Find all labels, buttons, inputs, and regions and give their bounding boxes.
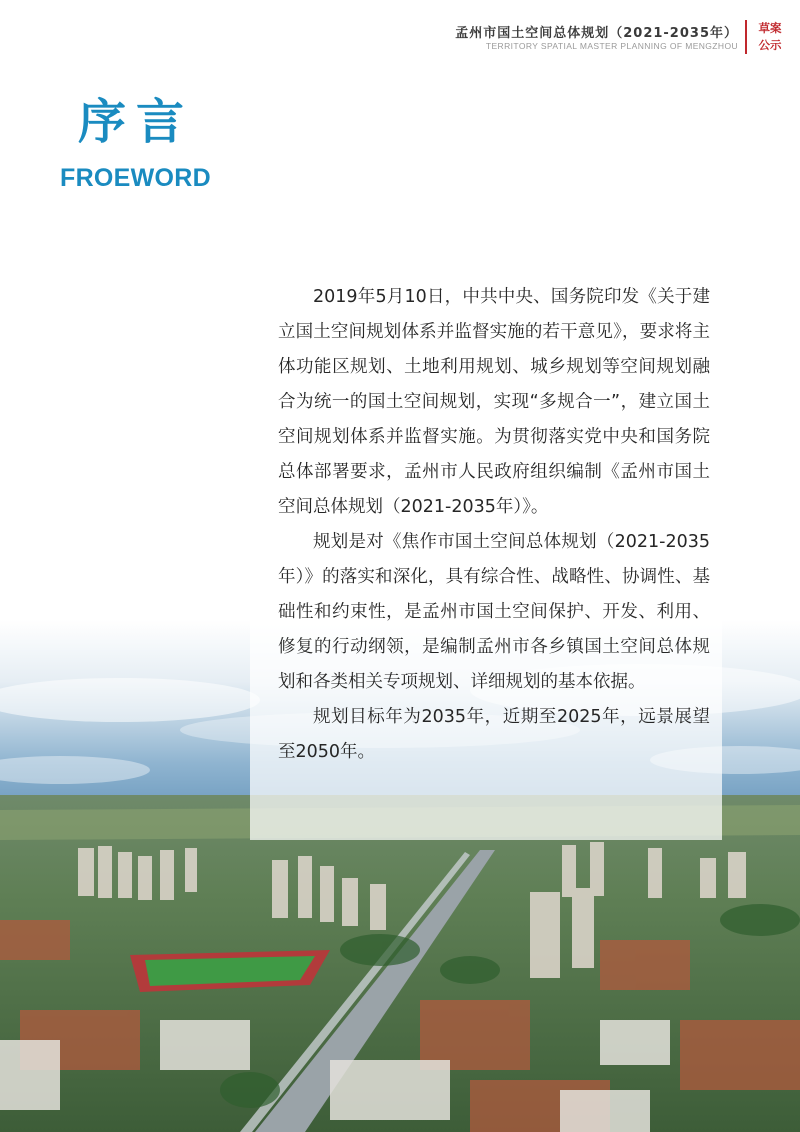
badge-line-1: 草案 [758, 21, 782, 35]
foreword-body [278, 280, 710, 770]
paragraph-2: 规划是对《焦作市国土空间总体规划（2021-2035年）》的落实和深化，具有综合性、战略性、协调性、基础性和约束性，是孟州市国土空间保护、开发、利用、修复的行动纲领，是编制孟州市各乡镇国土空间总体规划和各类相关专项规划、详细规划的基本依据。 [278, 532, 710, 692]
header-divider [745, 20, 747, 54]
draft-badge [752, 20, 788, 54]
section-title-en: FROEWORD [60, 164, 211, 192]
plan-subtitle-en: TERRITORY SPATIAL MASTER PLANNING OF MENGZHOU [485, 41, 738, 51]
badge-line-2: 公示 [758, 38, 782, 52]
paragraph-3: 规划目标年为2035年，近期至2025年，远景展望至2050年。 [278, 707, 710, 762]
section-title-cn: 序言 [78, 94, 195, 150]
page-header [0, 0, 800, 60]
plan-title: 孟州市国土空间总体规划（2021-2035年） [455, 26, 738, 41]
paragraph-1: 2019年5月10日，中共中央、国务院印发《关于建立国土空间规划体系并监督实施的若干意见》，要求将主体功能区规划、土地利用规划、城乡规划等空间规划融合为统一的国土空间规划，实现“多规合一”，建立国土空间规划体系并监督实施。为贯彻落实党中央和国务院总体部署要求，孟州市人民政府组织编制《孟州市国土空间总体规划（2021-2035年）》。 [278, 287, 710, 517]
